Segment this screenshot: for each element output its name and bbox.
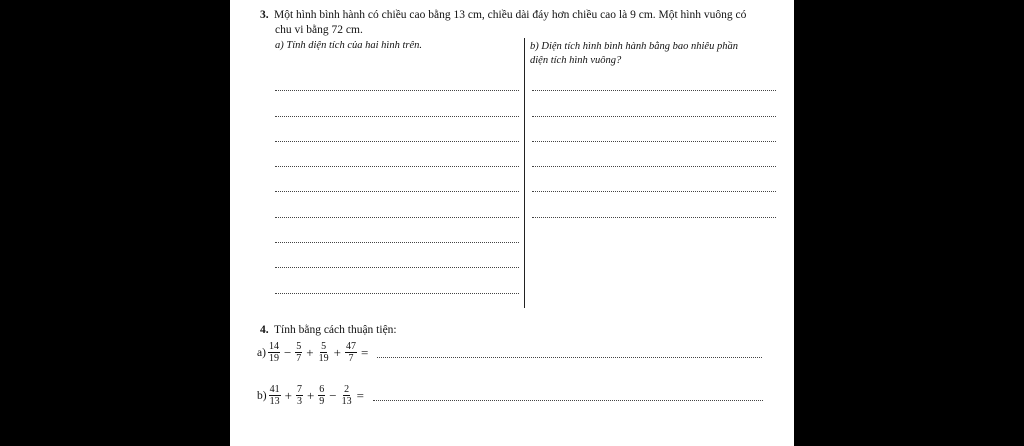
answer-line-a[interactable] [275,141,519,142]
fraction [318,384,325,407]
operator: + [333,344,341,360]
denominator: 19 [268,353,279,364]
operator: + [306,344,314,360]
question-3-line1 [260,8,780,23]
operator: − [329,387,337,403]
answer-line-b[interactable] [532,191,776,192]
expression-a-label: a) [257,346,266,359]
equals-sign: = [360,344,369,360]
question-4 [260,324,397,336]
denominator: 7 [348,353,354,364]
answer-line-a[interactable] [275,267,519,268]
numerator: 6 [319,384,325,395]
answer-line-b[interactable] [532,166,776,167]
question-3-text-line1: Một hình bình hành có chiều cao bằng 13 cm, chiều dài đáy hơn chiều cao là 9 cm. Một hình vuông có [274,9,747,21]
fraction [268,341,280,364]
numerator: 7 [296,384,302,395]
fraction [269,384,281,407]
question-4-text: Tính bằng cách thuận tiện: [274,324,397,336]
numerator: 2 [344,384,350,395]
expression-a [257,341,762,364]
part-b-heading-line1: b) Diện tích hình bình hành bằng bao nhiêu phần [530,41,738,52]
part-b-heading [530,40,780,68]
numerator: 5 [321,341,327,352]
answer-line-a[interactable] [275,116,519,117]
answer-line-a[interactable] [275,242,519,243]
operator: + [306,387,315,403]
fraction [345,341,357,364]
worksheet-page [230,0,794,446]
column-divider [524,38,525,308]
fraction [341,384,353,407]
denominator: 13 [341,396,352,407]
operator: + [284,387,292,403]
answer-line-expression-b[interactable] [373,400,763,401]
part-b-heading-line2: diện tích hình vuông? [530,55,622,66]
numerator: 14 [268,341,279,352]
answer-line-a[interactable] [275,217,519,218]
denominator: 7 [296,353,302,364]
denominator: 3 [296,396,302,407]
denominator: 9 [319,396,325,407]
expression-b-label: b) [257,389,267,402]
question-3-number: 3. [260,9,269,21]
fraction [296,384,303,407]
answer-line-b[interactable] [532,90,776,91]
denominator: 13 [269,396,280,407]
part-a-heading: a) Tính diện tích của hai hình trên. [275,40,422,51]
answer-line-expression-a[interactable] [377,357,762,358]
answer-line-a[interactable] [275,166,519,167]
question-4-number: 4. [260,324,269,336]
answer-line-a[interactable] [275,191,519,192]
question-3 [260,8,780,38]
equals-sign: = [356,387,364,403]
numerator: 47 [345,341,356,352]
answer-line-b[interactable] [532,141,776,142]
answer-line-b[interactable] [532,217,776,218]
operator: − [283,344,292,360]
answer-line-a[interactable] [275,293,519,294]
answer-line-a[interactable] [275,90,519,91]
expression-b [257,384,763,407]
numerator: 5 [296,341,302,352]
numerator: 41 [269,384,280,395]
answer-line-b[interactable] [532,116,776,117]
fraction [295,341,302,364]
question-3-text-line2: chu vi bằng 72 cm. [275,24,363,36]
fraction [318,341,330,364]
denominator: 19 [318,353,329,364]
